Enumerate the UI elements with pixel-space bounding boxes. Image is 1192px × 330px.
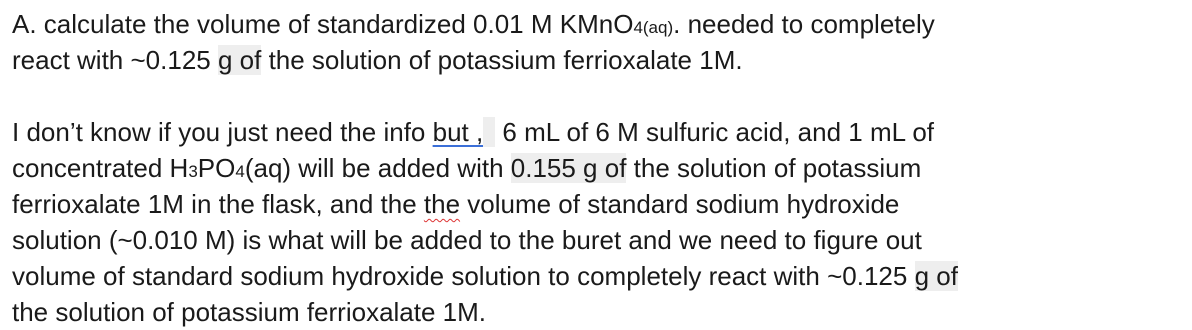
- text-run: volume of standard sodium hydroxide: [460, 189, 900, 219]
- highlight-mark: [483, 117, 495, 147]
- text-run: concentrated H: [12, 153, 189, 183]
- text-run: volume of standard sodium hydroxide solution to completely react with ~0.125: [12, 261, 915, 291]
- question-b-line-2: [12, 150, 1188, 186]
- text-run: A. calculate the volume of standardized 0.01 M KMnO: [12, 9, 634, 39]
- text-run: react with ~0.125: [12, 45, 218, 75]
- spelling-error-text[interactable]: the: [423, 189, 461, 219]
- highlighted-text: 0.155 g of: [510, 153, 627, 183]
- question-a-line-1: [12, 6, 1188, 42]
- question-b-line-3: [12, 186, 1188, 222]
- chemical-subscript: 4: [235, 162, 245, 181]
- chemical-subscript: 3: [188, 162, 198, 181]
- grammar-underlined-text[interactable]: but ,: [432, 117, 484, 147]
- text-run: the solution of potassium ferrioxalate 1M.: [261, 45, 743, 75]
- document-body: [12, 6, 1188, 330]
- text-run: (aq) will be added with: [244, 153, 511, 183]
- question-b-line-4: [12, 222, 1188, 258]
- text-run: the solution of potassium ferrioxalate 1M.: [12, 297, 487, 327]
- text-run: ferrioxalate 1M in the flask, and the: [12, 189, 424, 219]
- question-b-line-5: [12, 258, 1188, 294]
- text-run: solution (~0.010 M) is what will be added to the buret and we need to figure out: [12, 225, 922, 255]
- highlighted-text: g of: [217, 45, 262, 75]
- text-run: 6 mL of 6 M sulfuric acid, and 1 mL of: [495, 117, 935, 147]
- question-b-paragraph: [12, 114, 1188, 330]
- chemical-subscript: 4(aq): [633, 18, 674, 37]
- text-run: I don’t know if you just need the info: [12, 117, 433, 147]
- highlighted-text: g of: [914, 261, 958, 291]
- question-b-line-6: [12, 294, 1188, 330]
- question-a-paragraph: [12, 6, 1188, 78]
- text-run: the solution of potassium: [626, 153, 922, 183]
- text-run: . needed to completely: [673, 9, 935, 39]
- question-a-line-2: [12, 42, 1188, 78]
- text-run: PO: [197, 153, 236, 183]
- question-b-line-1: [12, 114, 1188, 150]
